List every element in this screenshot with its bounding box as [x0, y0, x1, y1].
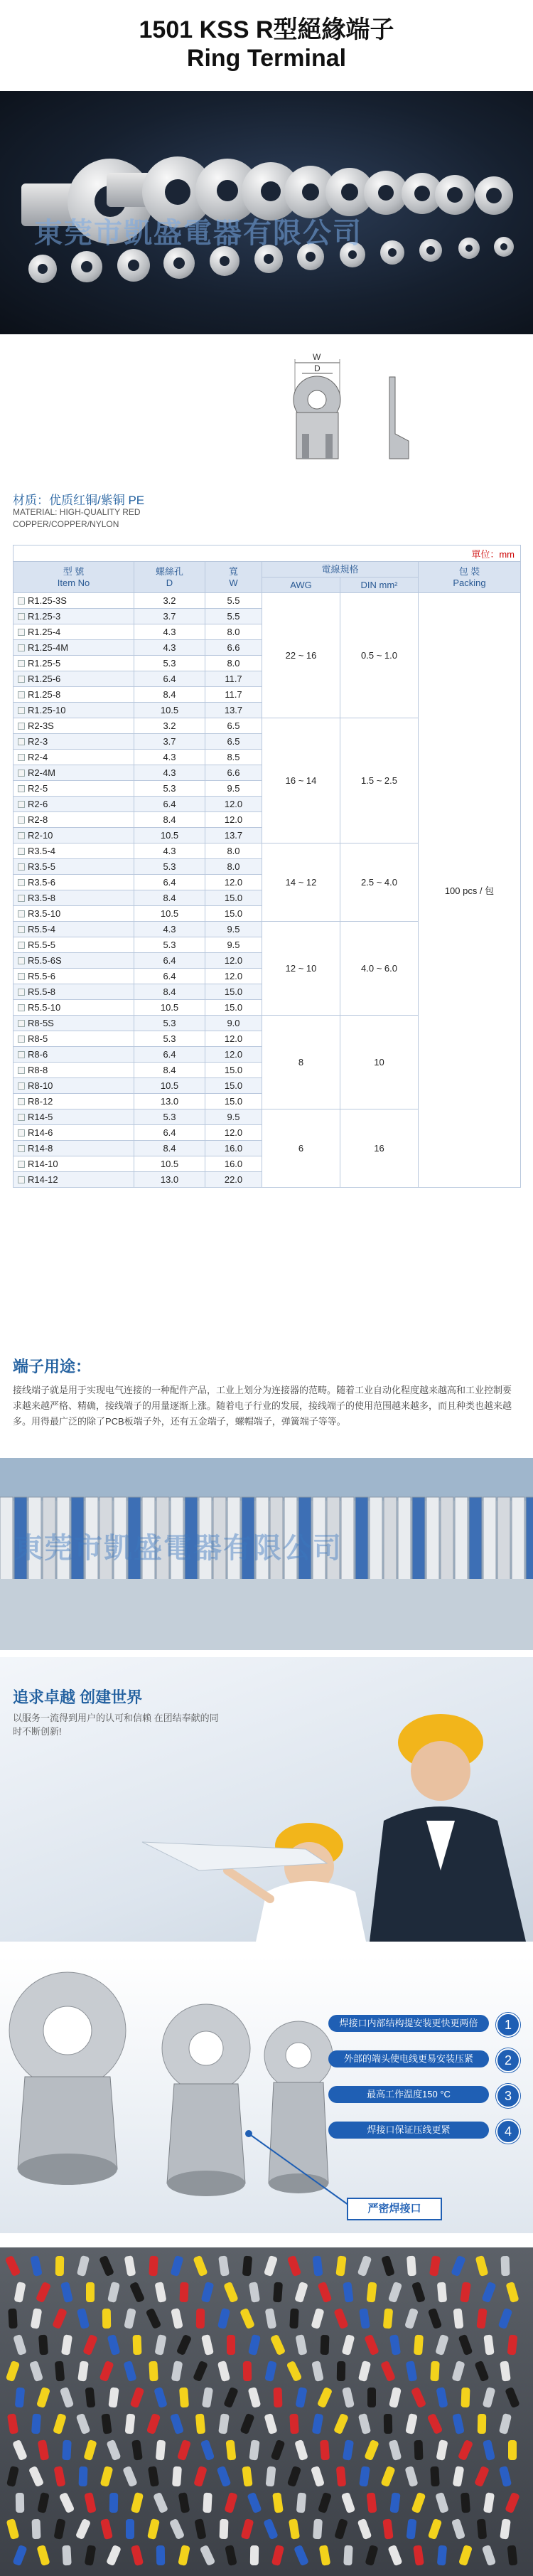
item-no: R2-10 — [14, 828, 134, 843]
header-packing: 包 裝 Packing — [419, 562, 521, 593]
hole-d: 8.4 — [134, 890, 205, 906]
item-no: R2-3S — [14, 718, 134, 734]
width-w: 9.0 — [205, 1016, 262, 1031]
page-header — [0, 0, 533, 85]
hole-d: 13.0 — [134, 1094, 205, 1109]
usage-body: 接线端子就是用于实现电气连接的一种配件产品，工业上划分为连接器的范畴。随着工业自动化程度越来越高和工业控制要求越来越严格、精确，接线端子的用量逐渐上涨。随着电子行业的发展，接线端子的使用范围越来越多，而且种类也越来越多。用得最广泛的除了PCB板端子外，还有五金端子，螺帽端子，弹簧端子等等。 — [13, 1385, 512, 1427]
hole-d: 5.3 — [134, 937, 205, 953]
unit-label: 單位：mm — [14, 545, 521, 562]
terminal-dimension-diagram — [0, 334, 533, 491]
hole-d: 6.4 — [134, 953, 205, 969]
hole-d: 13.0 — [134, 1172, 205, 1188]
width-w: 11.7 — [205, 671, 262, 687]
material-en-1: MATERIAL: HIGH-QUALITY RED — [13, 507, 141, 517]
width-w: 15.0 — [205, 906, 262, 922]
width-w: 9.5 — [205, 781, 262, 797]
width-w: 8.0 — [205, 859, 262, 875]
feature-1-label: 焊接口内部结构提安装更快更两倍 — [328, 2015, 489, 2032]
header-wire: 電線規格 — [262, 562, 419, 578]
material-cn: 材质：优质红铜/紫铜 PE — [13, 494, 145, 507]
feature-3-number: 3 — [496, 2084, 520, 2108]
table-row — [14, 593, 521, 609]
hole-d: 6.4 — [134, 969, 205, 984]
usage-section — [13, 1355, 520, 1430]
width-w: 5.5 — [205, 609, 262, 624]
item-no: R14-5 — [14, 1109, 134, 1125]
hole-d: 10.5 — [134, 906, 205, 922]
feature-2 — [328, 2048, 520, 2070]
item-no: R1.25-4M — [14, 640, 134, 656]
hole-d: 5.3 — [134, 781, 205, 797]
feature-3-label: 最高工作温度150 °C — [328, 2086, 489, 2103]
item-no: R5.5-10 — [14, 1000, 134, 1016]
header-width: 寬 W — [205, 562, 262, 593]
width-w: 12.0 — [205, 875, 262, 890]
width-w: 12.0 — [205, 1047, 262, 1063]
width-w: 12.0 — [205, 812, 262, 828]
item-no: R5.5-4 — [14, 922, 134, 937]
hole-d: 4.3 — [134, 843, 205, 859]
din-range: 0.5 ~ 1.0 — [340, 593, 419, 718]
engineers-photo — [0, 1657, 533, 1942]
hero-product-image — [0, 91, 533, 334]
width-w: 13.7 — [205, 703, 262, 718]
din-range: 4.0 ~ 6.0 — [340, 922, 419, 1016]
header-din: DIN mm² — [340, 578, 419, 593]
terminal-block-photo — [0, 1458, 533, 1650]
hole-d: 10.5 — [134, 1156, 205, 1172]
item-no: R3.5-10 — [14, 906, 134, 922]
item-no: R1.25-5 — [14, 656, 134, 671]
packing-value: 100 pcs / 包 — [419, 593, 521, 1188]
item-no: R2-6 — [14, 797, 134, 812]
width-w: 15.0 — [205, 1000, 262, 1016]
width-w: 16.0 — [205, 1156, 262, 1172]
width-w: 11.7 — [205, 687, 262, 703]
hole-d: 3.2 — [134, 593, 205, 609]
dimension-label-d: D — [314, 363, 321, 373]
item-no: R2-3 — [14, 734, 134, 750]
hole-d: 8.4 — [134, 984, 205, 1000]
hole-d: 6.4 — [134, 1125, 205, 1141]
header-model: 型 號 Item No — [14, 562, 134, 593]
awg-range: 14 ~ 12 — [262, 843, 340, 922]
din-range: 10 — [340, 1016, 419, 1109]
feature-4-label: 焊接口保证压线更紧 — [328, 2122, 489, 2139]
hole-d: 6.4 — [134, 1047, 205, 1063]
item-no: R5.5-6 — [14, 969, 134, 984]
din-range: 16 — [340, 1109, 419, 1188]
feature-1-number: 1 — [496, 2013, 520, 2037]
width-w: 12.0 — [205, 953, 262, 969]
width-w: 13.7 — [205, 828, 262, 843]
usage-title: 端子用途： — [13, 1358, 92, 1375]
assorted-terminals-illustration — [0, 2247, 533, 2576]
spec-table-wrapper — [13, 545, 520, 1343]
item-no: R1.25-4 — [14, 624, 134, 640]
hole-d: 5.3 — [134, 859, 205, 875]
hole-d: 8.4 — [134, 812, 205, 828]
feature-1 — [328, 2013, 520, 2034]
width-w: 9.5 — [205, 922, 262, 937]
hole-d: 6.4 — [134, 797, 205, 812]
hole-d: 8.4 — [134, 1141, 205, 1156]
hole-d: 10.5 — [134, 828, 205, 843]
item-no: R8-5 — [14, 1031, 134, 1047]
item-no: R2-4M — [14, 765, 134, 781]
width-w: 16.0 — [205, 1141, 262, 1156]
hole-d: 5.3 — [134, 656, 205, 671]
awg-range: 12 ~ 10 — [262, 922, 340, 1016]
width-w: 12.0 — [205, 1031, 262, 1047]
page-title: 1501 KSS R型絕緣端子 — [139, 16, 394, 43]
width-w: 15.0 — [205, 1094, 262, 1109]
hole-d: 5.3 — [134, 1031, 205, 1047]
assorted-terminals-photo — [0, 2247, 533, 2576]
feature-4 — [328, 2119, 520, 2141]
hole-d: 4.3 — [134, 765, 205, 781]
item-no: R2-8 — [14, 812, 134, 828]
watermark-text-2: 東莞市凱盛電器有限公司 — [14, 1532, 343, 1565]
item-no: R1.25-3S — [14, 593, 134, 609]
item-no: R3.5-5 — [14, 859, 134, 875]
width-w: 8.0 — [205, 624, 262, 640]
hole-d: 6.4 — [134, 671, 205, 687]
hole-d: 10.5 — [134, 703, 205, 718]
material-en-2: COPPER/COPPER/NYLON — [13, 519, 119, 529]
awg-range: 6 — [262, 1109, 340, 1188]
item-no: R1.25-10 — [14, 703, 134, 718]
spec-table-body — [14, 593, 521, 1188]
width-w: 6.5 — [205, 718, 262, 734]
hole-d: 10.5 — [134, 1000, 205, 1016]
din-range: 2.5 ~ 4.0 — [340, 843, 419, 922]
hole-d: 4.3 — [134, 922, 205, 937]
width-w: 5.5 — [205, 593, 262, 609]
width-w: 8.5 — [205, 750, 262, 765]
item-no: R14-6 — [14, 1125, 134, 1141]
item-no: R1.25-6 — [14, 671, 134, 687]
item-no: R3.5-6 — [14, 875, 134, 890]
page-subtitle: Ring Terminal — [186, 45, 347, 72]
weld-label: 严密焊接口 — [347, 2198, 442, 2220]
item-no: R5.5-6S — [14, 953, 134, 969]
width-w: 6.6 — [205, 640, 262, 656]
item-no: R1.25-3 — [14, 609, 134, 624]
dimension-label-w: W — [313, 352, 321, 362]
feature-2-number: 2 — [496, 2048, 520, 2072]
hole-d: 3.7 — [134, 609, 205, 624]
hole-d: 8.4 — [134, 687, 205, 703]
material-info — [13, 494, 144, 531]
width-w: 15.0 — [205, 1063, 262, 1078]
item-no: R5.5-8 — [14, 984, 134, 1000]
awg-range: 16 ~ 14 — [262, 718, 340, 843]
width-w: 15.0 — [205, 1078, 262, 1094]
item-no: R8-10 — [14, 1078, 134, 1094]
hole-d: 5.3 — [134, 1016, 205, 1031]
width-w: 9.5 — [205, 937, 262, 953]
item-no: R14-12 — [14, 1172, 134, 1188]
hole-d: 6.4 — [134, 875, 205, 890]
engineers-illustration — [0, 1657, 533, 1942]
width-w: 12.0 — [205, 1125, 262, 1141]
watermark-text: 東莞市凱盛電器有限公司 — [34, 217, 362, 250]
item-no: R8-8 — [14, 1063, 134, 1078]
item-no: R2-5 — [14, 781, 134, 797]
item-no: R3.5-4 — [14, 843, 134, 859]
hole-d: 3.2 — [134, 718, 205, 734]
item-no: R14-8 — [14, 1141, 134, 1156]
width-w: 8.0 — [205, 656, 262, 671]
width-w: 15.0 — [205, 890, 262, 906]
feature-3 — [328, 2084, 520, 2105]
width-w: 12.0 — [205, 797, 262, 812]
item-no: R8-5S — [14, 1016, 134, 1031]
awg-range: 22 ~ 16 — [262, 593, 340, 718]
item-no: R5.5-5 — [14, 937, 134, 953]
hole-d: 10.5 — [134, 1078, 205, 1094]
item-no: R3.5-8 — [14, 890, 134, 906]
width-w: 22.0 — [205, 1172, 262, 1188]
feature-2-label: 外部的端头使电线更易安装压紧 — [328, 2050, 489, 2067]
hole-d: 5.3 — [134, 1109, 205, 1125]
header-hole: 螺絲孔 D — [134, 562, 205, 593]
item-no: R8-12 — [14, 1094, 134, 1109]
width-w: 12.0 — [205, 969, 262, 984]
width-w: 15.0 — [205, 984, 262, 1000]
item-no: R8-6 — [14, 1047, 134, 1063]
hole-d: 4.3 — [134, 624, 205, 640]
hole-d: 4.3 — [134, 640, 205, 656]
awg-range: 8 — [262, 1016, 340, 1109]
din-range: 1.5 ~ 2.5 — [340, 718, 419, 843]
item-no: R1.25-8 — [14, 687, 134, 703]
hole-d: 4.3 — [134, 750, 205, 765]
slogan-body: 以服务一流得到用户的认可和信赖 在团结奉献的同时不断创新! — [13, 1713, 219, 1737]
slogan-title: 追求卓越 创建世界 — [13, 1688, 143, 1706]
item-no: R14-10 — [14, 1156, 134, 1172]
spec-table — [13, 545, 521, 1188]
width-w: 8.0 — [205, 843, 262, 859]
width-w: 6.5 — [205, 734, 262, 750]
item-no: R2-4 — [14, 750, 134, 765]
hole-d: 3.7 — [134, 734, 205, 750]
feature-4-number: 4 — [496, 2119, 520, 2144]
hole-d: 8.4 — [134, 1063, 205, 1078]
width-w: 9.5 — [205, 1109, 262, 1125]
header-awg: AWG — [262, 578, 340, 593]
width-w: 6.6 — [205, 765, 262, 781]
